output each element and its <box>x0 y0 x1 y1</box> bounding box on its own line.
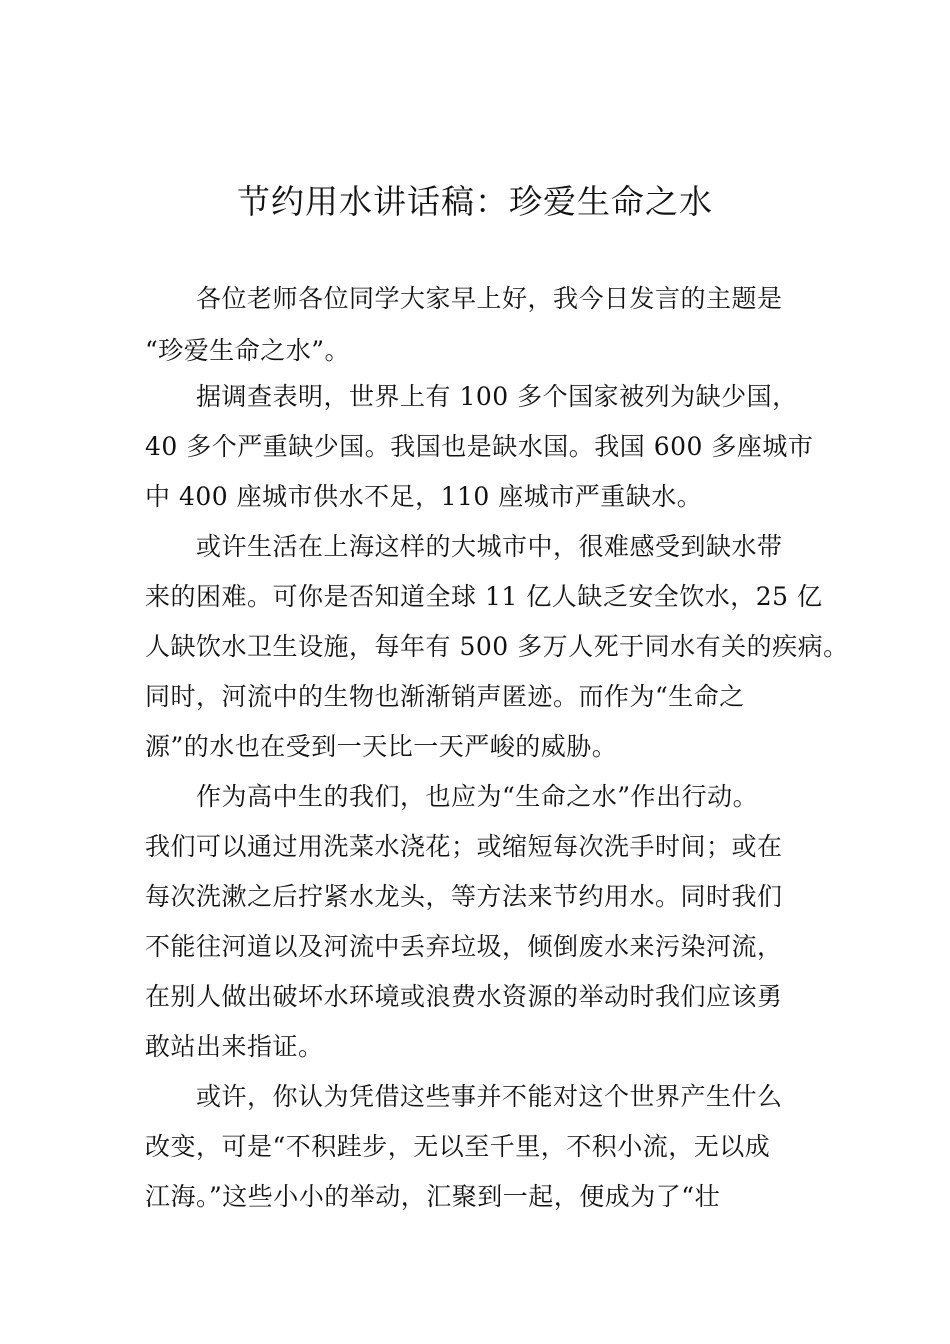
paragraph-1-line-1: 各位老师各位同学大家早上好，我今日发言的主题是 <box>196 284 783 313</box>
paragraph-4-line-1: 作为高中生的我们，也应为“生命之水”作出行动。 <box>196 782 759 811</box>
paragraph-4-line-6: 敢站出来指证。 <box>145 1032 324 1061</box>
paragraph-5-line-3: 江海。”这些小小的举动，汇聚到一起，便成为了“壮 <box>145 1182 721 1211</box>
paragraph-3-line-1: 或许生活在上海这样的大城市中，很难感受到缺水带 <box>196 532 783 561</box>
paragraph-1-line-2: “珍爱生命之水”。 <box>145 336 351 365</box>
paragraph-3-line-5: 源”的水也在受到一天比一天严峻的威胁。 <box>145 732 618 761</box>
paragraph-3-line-4: 同时，河流中的生物也渐渐销声匿迹。而作为“生命之 <box>145 682 745 711</box>
paragraph-2-line-1: 据调查表明，世界上有 100 多个国家被列为缺少国， <box>196 382 798 411</box>
paragraph-3-line-3: 人缺饮水卫生设施，每年有 500 多万人死于同水有关的疾病。 <box>145 632 849 661</box>
paragraph-2-line-3: 中 400 座城市供水不足，110 座城市严重缺水。 <box>145 482 703 511</box>
paragraph-4-line-5: 在别人做出破坏水环境或浪费水资源的举动时我们应该勇 <box>145 982 783 1011</box>
paragraph-5-line-1: 或许，你认为凭借这些事并不能对这个世界产生什么 <box>196 1082 783 1111</box>
paragraph-2-line-2: 40 多个严重缺少国。我国也是缺水国。我国 600 多座城市 <box>145 432 814 461</box>
paragraph-4-line-4: 不能往河道以及河流中丢弃垃圾，倾倒废水来污染河流， <box>145 932 783 961</box>
document-title: 节约用水讲话稿：珍爱生命之水 <box>237 182 713 221</box>
paragraph-5-line-2: 改变，可是“不积跬步，无以至千里，不积小流，无以成 <box>145 1132 771 1161</box>
paragraph-4-line-2: 我们可以通过用洗菜水浇花；或缩短每次洗手时间；或在 <box>145 832 783 861</box>
paragraph-4-line-3: 每次洗漱之后拧紧水龙头，等方法来节约用水。同时我们 <box>145 882 783 911</box>
paragraph-3-line-2: 来的困难。可你是否知道全球 11 亿人缺乏安全饮水，25 亿 <box>145 582 823 611</box>
